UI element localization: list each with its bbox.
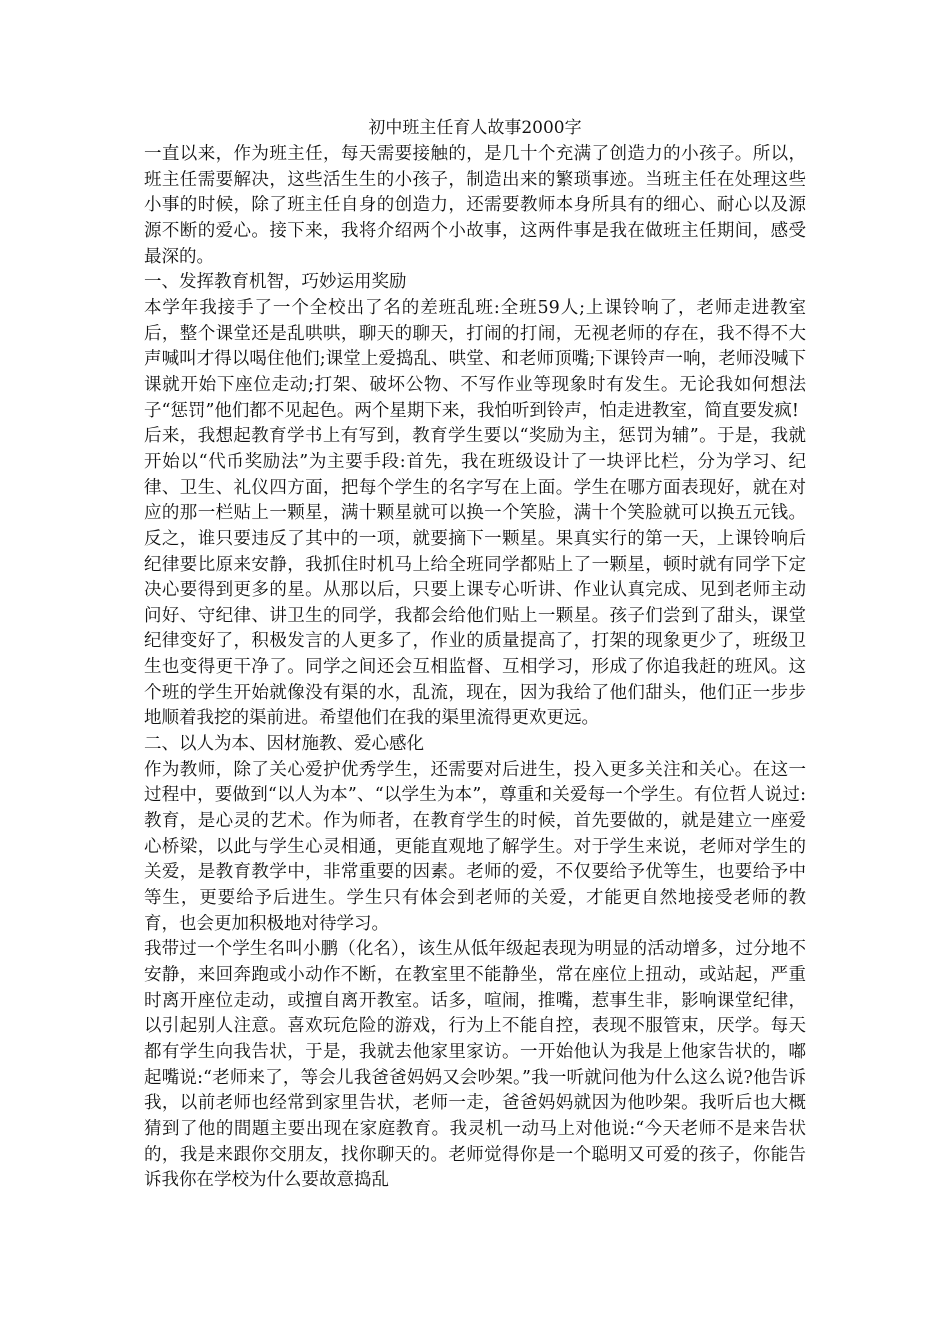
section-heading-2: 二、以人为本、因材施教、爱心感化 [144,734,424,755]
paragraph-reward-method: 后来，我想起教育学书上有写到，教育学生要以“奖励为主，惩罚为辅”。于是，我就开始以“代币奖励法”为主要手段:首先，我在班级设计了一块评比栏，分为学习、纪律、卫生、礼仪四方面，把每个学生的名字写在上面。学生在哪方面表现好，就在对应的那一栏贴上一颗星，满十颗星就可以换一个笑脸，满十个笑脸就可以换五元钱。反之，谁只要违反了其中的一项，就要摘下一颗星。果真实行的第一天，上课铃响后纪律要比原来安静，我抓住时机马上给全班同学都贴上了一颗星，顿时就有同学下定决心要得到更多的星。从那以后，只要上课专心听讲、作业认真完成、见到老师主动问好、守纪律、讲卫生的同学，我都会给他们贴上一颗星。孩子们尝到了甜头，课堂纪律变好了，积极发言的人更多了，作业的质量提高了，打架的现象更少了，班级卫生也变得更干净了。同学之间还会互相监督、互相学习，形成了你追我赶的班风。这个班的学生开始就像没有渠的水，乱流，现在，因为我给了他们甜头，他们正一步步地顺着我挖的渠前进。希望他们在我的渠里流得更欢更远。 [144,426,806,729]
document-body [144,142,806,1194]
paragraph-intro: 一直以来，作为班主任，每天需要接触的，是几十个充满了创造力的小孩子。所以，班主任需要解决，这些活生生的小孩子，制造出来的繁琐事迹。当班主任在处理这些小事的时候，除了班主任自身的创造力，还需要教师本身所具有的细心、耐心以及源源不断的爱心。接下来，我将介绍两个小故事，这两件事是我在做班主任期间，感受最深的。 [144,144,806,267]
document-title: 初中班主任育人故事2000字 [368,118,582,138]
paragraph-student-story: 我带过一个学生名叫小鹏（化名），该生从低年级起表现为明显的活动增多，过分地不安静，来回奔跑或小动作不断，在教室里不能静坐，常在座位上扭动，或站起，严重时离开座位走动，或擅自离开教室。话多，喧闹，推嘴，惹事生非，影响课堂纪律，以引起别人注意。喜欢玩危险的游戏，行为上不能自控，表现不服管束，厌学。每天都有学生向我告状，于是，我就去他家里家访。一开始他认为我是上他家告状的，嘟起嘴说:“老师来了，等会儿我爸爸妈妈又会吵架。”我一听就问他为什么这么说?他告诉我，以前老师也经常到家里告状，老师一走，爸爸妈妈就因为他吵架。我听后也大概猜到了他的間題主要出现在家庭教育。我灵机一动马上对他说:“今天老师不是来告状的，我是来跟你交朋友，找你聊天的。老师觉得你是一个聪明又可爱的孩子，你能告诉我你在学校为什么要故意捣乱 [144,939,806,1191]
paragraph-care-for-students: 作为教师，除了关心爱护优秀学生，还需要对后进生，投入更多关注和关心。在这一过程中，要做到“以人为本”、“以学生为本”，尊重和关爱每一个学生。有位哲人说过:教育，是心灵的艺术。作为师者，在教育学生的时候，首先要做的，就是建立一座爱心桥梁，以此与学生心灵相通，更能直观地了解学生。对于学生来说，老师对学生的关爱，是教育教学中，非常重要的因素。老师的爱，不仅要给予优等生，也要给予中等生，更要给予后进生。学生只有体会到老师的关爱，才能更自然地接受老师的教育，也会更加积极地对待学习。 [144,759,806,934]
paragraph-class-situation: 本学年我接手了一个全校出了名的差班乱班:全班59人;上课铃响了，老师走进教室后，整个课堂还是乱哄哄，聊天的聊天，打闹的打闹，无视老师的存在，我不得不大声喊叫才得以喝住他们;课堂上爱捣乱、哄堂、和老师顶嘴;下课铃声一响，老师没喊下课就开始下座位走动;打架、破坏公物、不写作业等现象时有发生。无论我如何想法子“惩罚”他们都不见起色。两个星期下来，我怕听到铃声，怕走进教室，简直要发疯! [144,297,806,421]
section-heading-1: 一、发挥教育机智，巧妙运用奖励 [144,272,407,293]
